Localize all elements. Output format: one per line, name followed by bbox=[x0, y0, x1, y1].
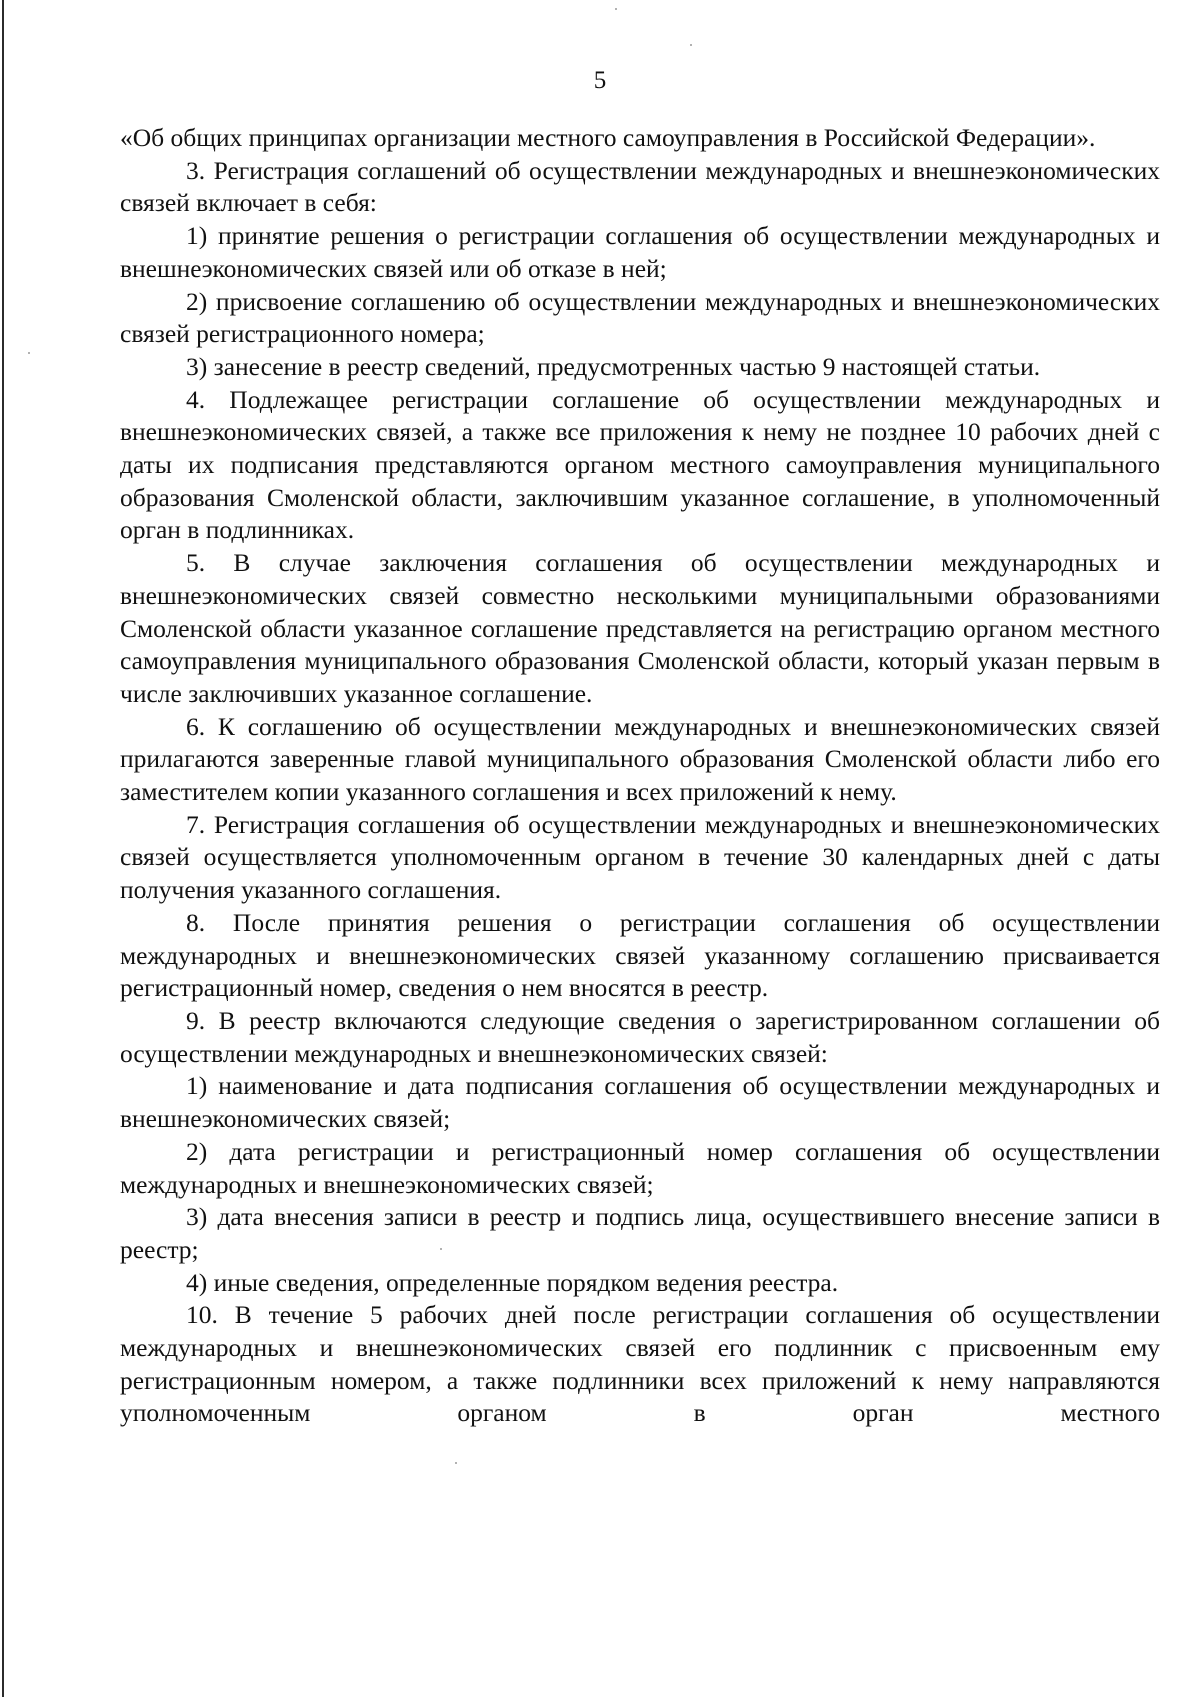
paragraph: 3. Регистрация соглашений об осуществлении международных и внешнеэкономических связей включает в себя: bbox=[120, 155, 1160, 218]
page-number: 5 bbox=[593, 67, 607, 94]
paragraph: 5. В случае заключения соглашения об осуществлении международных и внешнеэкономических связей совместно несколькими муниципальными образованиями Смоленской области указанное соглашение представляется на регистрацию органом местного самоуправления муниципального образования Смоленской области, который указан первым в числе заключивших указанное соглашение. bbox=[120, 548, 1160, 708]
paragraph: «Об общих принципах организации местного самоуправления в Российской Федерации». bbox=[120, 123, 1096, 152]
scan-speck bbox=[455, 1462, 457, 1464]
paragraph: 4. Подлежащее регистрации соглашение об осуществлении международных и внешнеэкономических связей, а также все приложения к нему не позднее 10 рабочих дней с даты их подписания представляются органом местного самоуправления муниципального образования Смоленской области, заключившим указанное соглашение, в уполномоченный орган в подлинниках. bbox=[120, 384, 1160, 545]
scan-speck bbox=[690, 44, 692, 46]
document-body bbox=[120, 122, 1160, 1430]
scan-speck bbox=[28, 352, 30, 354]
paragraph: 1) принятие решения о регистрации соглашения об осуществлении международных и внешнеэкономических связей или об отказе в ней; bbox=[120, 221, 1160, 283]
paragraph: 2) дата регистрации и регистрационный номер соглашения об осуществлении международных и внешнеэкономических связей; bbox=[120, 1136, 1160, 1199]
paragraph: 4) иные сведения, определенные порядком ведения реестра. bbox=[186, 1267, 839, 1297]
paragraph: 3) дата внесения записи в реестр и подпись лица, осуществившего внесение записи в реестр; bbox=[120, 1202, 1160, 1264]
paragraph: 10. В течение 5 рабочих дней после регистрации соглашения об осуществлении международных и внешнеэкономических связей его подлинник с присвоенным ему регистрационным номером, а также подлинники всех приложений к нему направляются уполномоченным органом в орган местного bbox=[120, 1300, 1160, 1428]
paragraph: 9. В реестр включаются следующие сведения о зарегистрированном соглашении об осуществлении международных и внешнеэкономических связей: bbox=[120, 1005, 1160, 1068]
paragraph: 1) наименование и дата подписания соглашения об осуществлении международных и внешнеэкономических связей; bbox=[120, 1071, 1160, 1134]
paragraph: 7. Регистрация соглашения об осуществлении международных и внешнеэкономических связей осуществляется уполномоченным органом в течение 30 календарных дней с даты получения указанного соглашения. bbox=[120, 809, 1160, 905]
paragraph: 2) присвоение соглашению об осуществлении международных и внешнеэкономических связей регистрационного номера; bbox=[120, 286, 1160, 349]
scan-edge-line bbox=[2, 0, 4, 1697]
paragraph: 8. После принятия решения о регистрации соглашения об осуществлении международных и внешнеэкономических связей указанному соглашению присваивается регистрационный номер, сведения о нем вносятся в реестр. bbox=[120, 907, 1160, 1003]
paragraph: 3) занесение в реестр сведений, предусмотренных частью 9 настоящей статьи. bbox=[186, 351, 1041, 381]
scan-speck bbox=[615, 8, 617, 10]
paragraph: 6. К соглашению об осуществлении международных и внешнеэкономических связей прилагаются заверенные главой муниципального образования Смоленской области либо его заместителем копии указанного соглашения и всех приложений к нему. bbox=[120, 711, 1160, 807]
